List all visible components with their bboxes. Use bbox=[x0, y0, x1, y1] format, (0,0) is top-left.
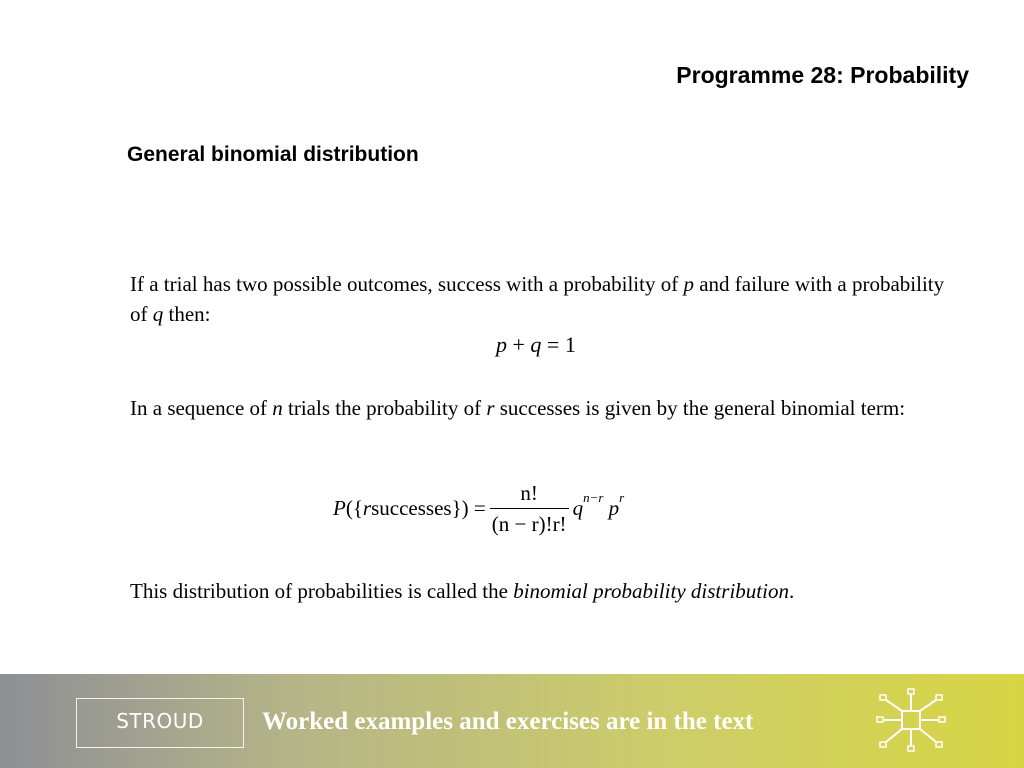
network-icon bbox=[868, 686, 956, 756]
plus-sign: + bbox=[507, 332, 531, 357]
emphasis-term: binomial probability distribution bbox=[513, 579, 789, 603]
page-title: Programme 28: Probability bbox=[676, 62, 969, 88]
variable-q: q bbox=[152, 302, 164, 326]
binomial-formula bbox=[333, 476, 624, 540]
variable-r: r bbox=[486, 396, 495, 420]
text-span: then: bbox=[163, 302, 211, 326]
text-span: This distribution of probabilities is called the bbox=[130, 579, 514, 603]
fraction-denominator: (n − r)!r! bbox=[490, 508, 569, 536]
paragraph-outcomes bbox=[130, 269, 950, 329]
brand-logo: STROUD bbox=[76, 698, 244, 748]
equation-p-plus-q bbox=[496, 330, 576, 360]
formula-P: P bbox=[333, 495, 346, 520]
equals-one: = 1 bbox=[541, 332, 576, 357]
text-span: If a trial has two possible outcomes, success with a probability of bbox=[130, 272, 684, 296]
text-span: In a sequence of bbox=[130, 396, 273, 420]
text-span: and failure with a probability of bbox=[130, 272, 945, 326]
formula-p: p bbox=[608, 495, 620, 520]
variable-p: p bbox=[496, 332, 507, 357]
formula-r: r bbox=[362, 495, 372, 520]
variable-p: p bbox=[683, 272, 694, 296]
footer-bar bbox=[0, 674, 1024, 768]
fraction-numerator: n! bbox=[520, 480, 538, 505]
p-exponent: r bbox=[619, 490, 625, 505]
text-span: successes is given by the general binomial term: bbox=[494, 396, 906, 420]
formula-close: }) = bbox=[451, 495, 486, 520]
variable-n: n bbox=[272, 396, 283, 420]
formula-open: ({ bbox=[345, 495, 363, 520]
section-heading: General binomial distribution bbox=[127, 143, 419, 166]
text-span: . bbox=[788, 579, 795, 603]
variable-q: q bbox=[530, 332, 542, 357]
paragraph-sequence bbox=[130, 393, 950, 423]
footer-text: Worked examples and exercises are in the text bbox=[262, 708, 754, 735]
q-exponent: n−r bbox=[583, 490, 604, 505]
formula-q: q bbox=[572, 495, 584, 520]
paragraph-conclusion bbox=[130, 576, 950, 606]
text-span: trials the probability of bbox=[282, 396, 487, 420]
formula-word: successes bbox=[371, 495, 452, 520]
fraction bbox=[490, 481, 569, 536]
